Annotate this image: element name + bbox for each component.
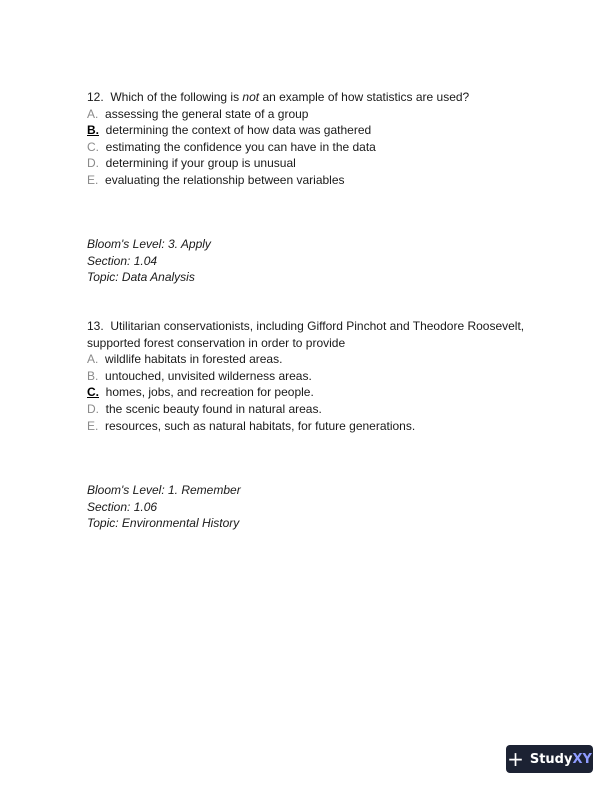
bloom-level: Bloom's Level: 1. Remember xyxy=(87,483,241,497)
brand-name: StudyXY xyxy=(529,751,592,767)
answer-option-c: C. homes, jobs, and recreation for people. xyxy=(87,385,314,400)
bloom-level: Bloom's Level: 3. Apply xyxy=(87,237,211,251)
answer-option-e: E. resources, such as natural habitats, for future generations. xyxy=(87,418,416,433)
answer-option-c: C. estimating the confidence you can have in the data xyxy=(87,139,376,154)
section-number: Section: 1.04 xyxy=(87,253,158,268)
answer-option-b: B. determining the context of how data was gathered xyxy=(87,123,372,138)
answer-option-d: D. determining if your group is unusual xyxy=(87,156,296,171)
question-12 xyxy=(87,89,557,189)
section-number: Section: 1.06 xyxy=(87,499,158,514)
question-stem: 12. Which of the following is not an example of how statistics are used? xyxy=(87,90,470,104)
studyxy-logo-badge[interactable] xyxy=(506,745,593,773)
topic: Topic: Environmental History xyxy=(87,516,240,531)
topic: Topic: Data Analysis xyxy=(87,270,195,285)
answer-option-b: B. untouched, unvisited wilderness areas. xyxy=(87,368,312,383)
question-stem: 13. Utilitarian conservationists, including Gifford Pinchot and Theodore Roosevelt, supported forest conservation in order to provide xyxy=(87,319,525,350)
answer-option-a: A. assessing the general state of a group xyxy=(87,106,309,121)
question-13 xyxy=(87,318,557,434)
answer-option-a: A. wildlife habitats in forested areas. xyxy=(87,352,283,367)
question-13-metadata xyxy=(87,482,241,532)
answer-option-d: D. the scenic beauty found in natural areas. xyxy=(87,401,322,416)
plus-icon: + xyxy=(507,747,524,771)
question-12-metadata xyxy=(87,236,211,286)
answer-option-e: E. evaluating the relationship between variables xyxy=(87,172,345,187)
